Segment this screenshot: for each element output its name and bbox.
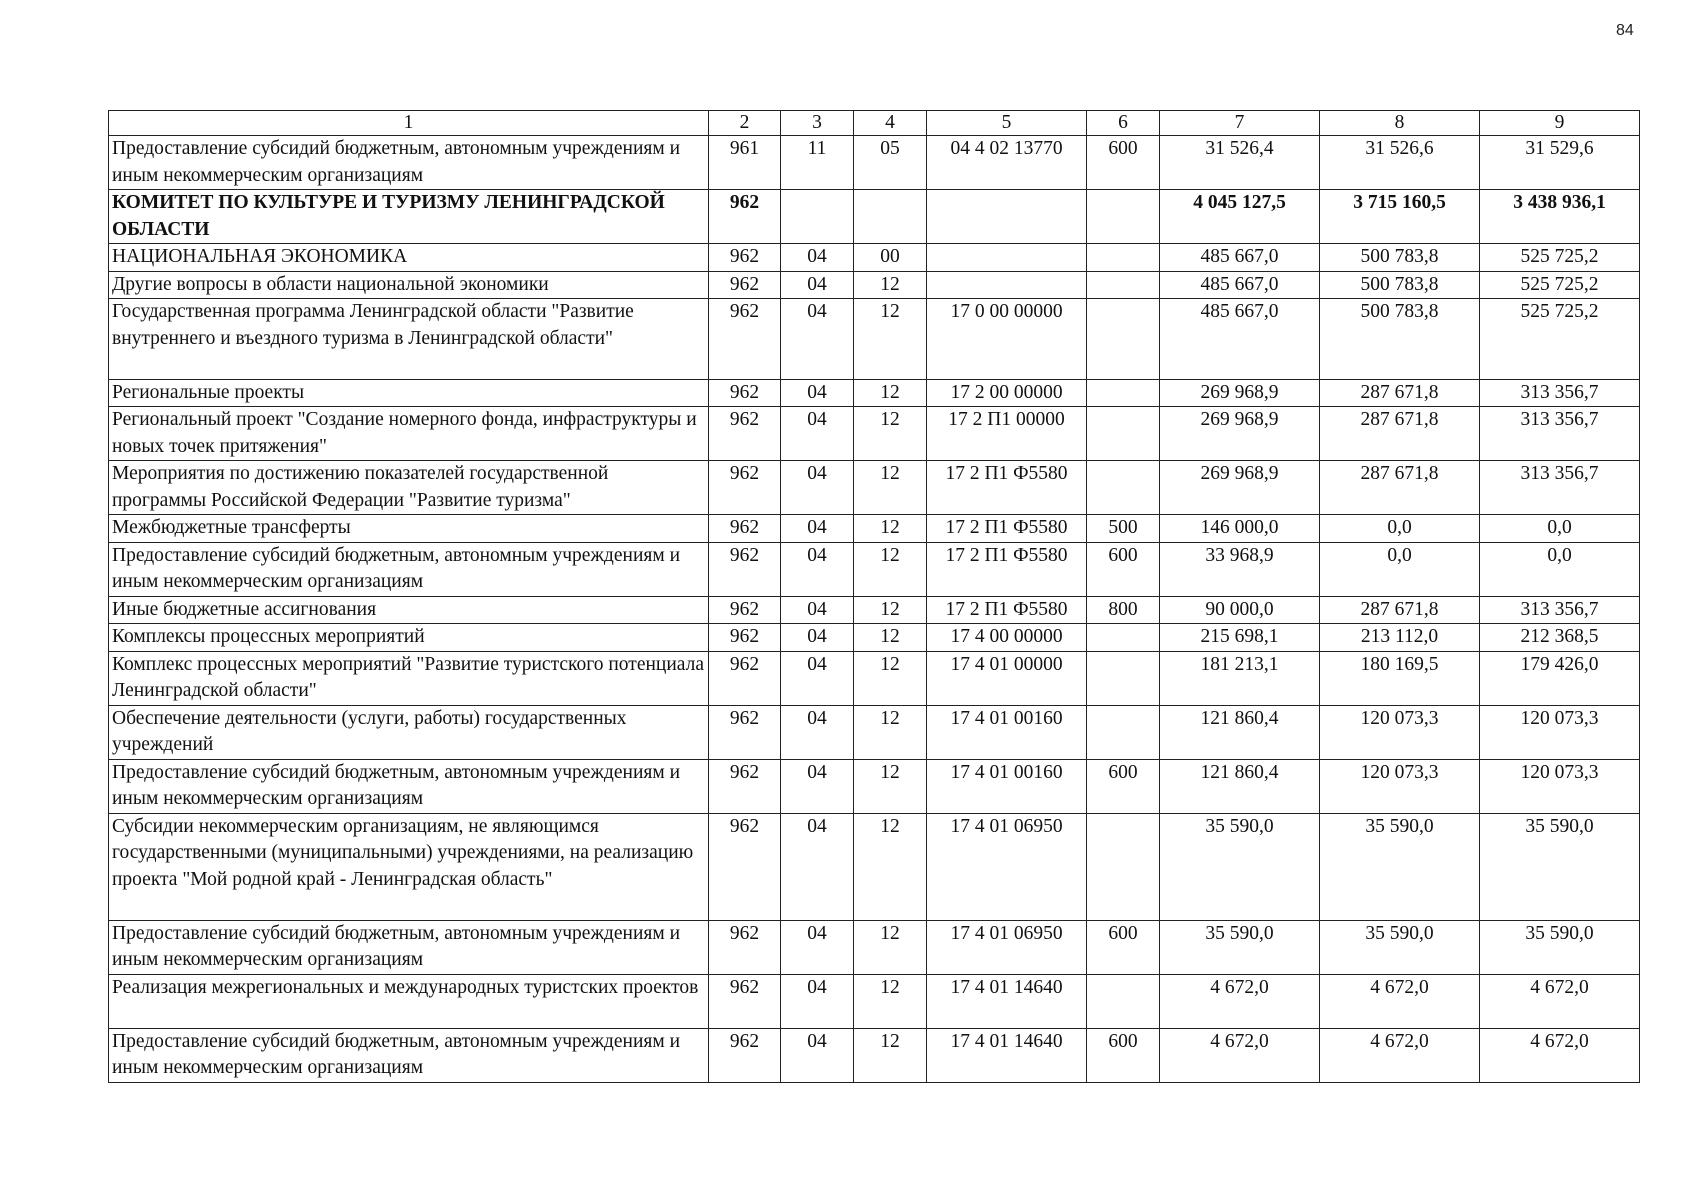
row-cell-c5: 17 2 П1 Ф5580	[927, 461, 1087, 515]
row-cell-c8: 35 590,0	[1320, 813, 1480, 920]
row-cell-c6: 600	[1087, 759, 1160, 813]
row-cell-c9: 3 438 936,1	[1480, 190, 1640, 244]
row-cell-c5: 17 2 П1 00000	[927, 407, 1087, 461]
row-name-cell: Комплексы процессных мероприятий	[109, 624, 709, 652]
table-row	[109, 271, 1640, 299]
row-cell-c8: 3 715 160,5	[1320, 190, 1480, 244]
row-cell-c7: 269 968,9	[1160, 461, 1320, 515]
row-cell-c8: 500 783,8	[1320, 244, 1480, 272]
row-cell-c2: 962	[709, 1028, 781, 1082]
row-cell-c3: 04	[781, 920, 854, 974]
row-name-cell: Предоставление субсидий бюджетным, автономным учреждениям и иным некоммерческим организациям	[109, 920, 709, 974]
row-name-cell: Иные бюджетные ассигнования	[109, 596, 709, 624]
row-cell-c6: 600	[1087, 542, 1160, 596]
row-cell-c3: 04	[781, 244, 854, 272]
row-cell-c4: 12	[854, 813, 927, 920]
row-cell-c8: 287 671,8	[1320, 596, 1480, 624]
row-cell-c2: 962	[709, 813, 781, 920]
row-cell-c8: 213 112,0	[1320, 624, 1480, 652]
row-cell-c2: 961	[709, 136, 781, 190]
row-cell-c3: 04	[781, 542, 854, 596]
column-header: 7	[1160, 111, 1320, 136]
table-row	[109, 190, 1640, 244]
column-header: 5	[927, 111, 1087, 136]
row-cell-c9: 120 073,3	[1480, 759, 1640, 813]
row-name-cell: Субсидии некоммерческим организациям, не являющимся государственными (муниципальными) учреждениями, на реализацию проекта "Мой родной край - Ленинградская область"	[109, 813, 709, 920]
table-row	[109, 624, 1640, 652]
row-cell-c4: 12	[854, 651, 927, 705]
row-cell-c2: 962	[709, 244, 781, 272]
row-cell-c4: 12	[854, 542, 927, 596]
row-cell-c5: 17 2 00 00000	[927, 379, 1087, 407]
table-row	[109, 515, 1640, 543]
column-header: 9	[1480, 111, 1640, 136]
row-cell-c3: 04	[781, 624, 854, 652]
row-cell-c5: 17 4 01 06950	[927, 813, 1087, 920]
row-cell-c5: 17 2 П1 Ф5580	[927, 515, 1087, 543]
row-cell-c9: 212 368,5	[1480, 624, 1640, 652]
table-row	[109, 542, 1640, 596]
row-cell-c6: 600	[1087, 136, 1160, 190]
row-cell-c6	[1087, 461, 1160, 515]
row-cell-c9: 120 073,3	[1480, 705, 1640, 759]
row-cell-c3: 04	[781, 705, 854, 759]
row-name-cell: Предоставление субсидий бюджетным, автономным учреждениям и иным некоммерческим организациям	[109, 136, 709, 190]
row-cell-c8: 500 783,8	[1320, 299, 1480, 380]
row-name-cell: Мероприятия по достижению показателей государственной программы Российской Федерации "Развитие туризма"	[109, 461, 709, 515]
column-header: 4	[854, 111, 927, 136]
row-cell-c4: 12	[854, 596, 927, 624]
row-cell-c7: 33 968,9	[1160, 542, 1320, 596]
table-row	[109, 136, 1640, 190]
row-name-cell: Государственная программа Ленинградской области "Развитие внутреннего и въездного туризма в Ленинградской области"	[109, 299, 709, 380]
row-name-cell: Предоставление субсидий бюджетным, автономным учреждениям и иным некоммерческим организациям	[109, 759, 709, 813]
row-cell-c4: 12	[854, 705, 927, 759]
row-name-cell: Комплекс процессных мероприятий "Развитие туристского потенциала Ленинградской области"	[109, 651, 709, 705]
budget-table	[108, 110, 1640, 1083]
row-cell-c5: 17 4 00 00000	[927, 624, 1087, 652]
row-cell-c5: 17 4 01 14640	[927, 1028, 1087, 1082]
row-cell-c5: 17 4 01 00160	[927, 705, 1087, 759]
row-cell-c4: 12	[854, 461, 927, 515]
row-cell-c2: 962	[709, 624, 781, 652]
row-cell-c4: 12	[854, 271, 927, 299]
row-cell-c3: 04	[781, 813, 854, 920]
table-header-row	[109, 111, 1640, 136]
row-cell-c5: 04 4 02 13770	[927, 136, 1087, 190]
row-cell-c3: 04	[781, 407, 854, 461]
row-cell-c3: 04	[781, 596, 854, 624]
row-cell-c5	[927, 190, 1087, 244]
row-cell-c2: 962	[709, 271, 781, 299]
row-cell-c8: 31 526,6	[1320, 136, 1480, 190]
row-cell-c2: 962	[709, 190, 781, 244]
row-cell-c6	[1087, 705, 1160, 759]
column-header: 8	[1320, 111, 1480, 136]
row-cell-c8: 120 073,3	[1320, 759, 1480, 813]
row-cell-c4: 05	[854, 136, 927, 190]
row-cell-c7: 485 667,0	[1160, 271, 1320, 299]
table-body	[109, 136, 1640, 1083]
column-header: 3	[781, 111, 854, 136]
row-cell-c6: 500	[1087, 515, 1160, 543]
row-cell-c3: 04	[781, 271, 854, 299]
row-cell-c6: 600	[1087, 920, 1160, 974]
row-cell-c8: 4 672,0	[1320, 1028, 1480, 1082]
row-name-cell: Обеспечение деятельности (услуги, работы) государственных учреждений	[109, 705, 709, 759]
row-cell-c5: 17 4 01 06950	[927, 920, 1087, 974]
row-cell-c2: 962	[709, 461, 781, 515]
row-cell-c7: 4 045 127,5	[1160, 190, 1320, 244]
row-cell-c2: 962	[709, 974, 781, 1028]
row-cell-c4: 12	[854, 1028, 927, 1082]
row-cell-c7: 4 672,0	[1160, 1028, 1320, 1082]
row-cell-c7: 35 590,0	[1160, 920, 1320, 974]
row-cell-c5: 17 4 01 00000	[927, 651, 1087, 705]
row-cell-c9: 313 356,7	[1480, 461, 1640, 515]
row-name-cell: Региональные проекты	[109, 379, 709, 407]
row-cell-c7: 90 000,0	[1160, 596, 1320, 624]
row-cell-c8: 120 073,3	[1320, 705, 1480, 759]
row-name-cell: Предоставление субсидий бюджетным, автономным учреждениям и иным некоммерческим организациям	[109, 542, 709, 596]
row-cell-c7: 485 667,0	[1160, 299, 1320, 380]
row-cell-c9: 525 725,2	[1480, 299, 1640, 380]
row-cell-c2: 962	[709, 596, 781, 624]
row-cell-c7: 146 000,0	[1160, 515, 1320, 543]
row-cell-c7: 4 672,0	[1160, 974, 1320, 1028]
row-cell-c5: 17 4 01 14640	[927, 974, 1087, 1028]
row-cell-c9: 525 725,2	[1480, 271, 1640, 299]
row-name-cell: Региональный проект "Создание номерного фонда, инфраструктуры и новых точек притяжения"	[109, 407, 709, 461]
row-cell-c4: 12	[854, 379, 927, 407]
row-cell-c4: 12	[854, 974, 927, 1028]
row-cell-c8: 180 169,5	[1320, 651, 1480, 705]
row-cell-c6	[1087, 651, 1160, 705]
row-cell-c9: 4 672,0	[1480, 974, 1640, 1028]
row-cell-c6	[1087, 379, 1160, 407]
row-cell-c4: 12	[854, 759, 927, 813]
row-cell-c6	[1087, 624, 1160, 652]
row-cell-c2: 962	[709, 542, 781, 596]
row-cell-c7: 181 213,1	[1160, 651, 1320, 705]
row-cell-c8: 0,0	[1320, 515, 1480, 543]
row-cell-c8: 35 590,0	[1320, 920, 1480, 974]
row-cell-c7: 121 860,4	[1160, 759, 1320, 813]
row-cell-c7: 269 968,9	[1160, 407, 1320, 461]
row-cell-c4: 00	[854, 244, 927, 272]
row-cell-c5	[927, 244, 1087, 272]
row-name-cell: Другие вопросы в области национальной экономики	[109, 271, 709, 299]
row-cell-c5: 17 2 П1 Ф5580	[927, 542, 1087, 596]
table-row	[109, 920, 1640, 974]
row-cell-c6	[1087, 190, 1160, 244]
row-cell-c4: 12	[854, 515, 927, 543]
row-cell-c4: 12	[854, 624, 927, 652]
row-cell-c2: 962	[709, 515, 781, 543]
row-cell-c8: 500 783,8	[1320, 271, 1480, 299]
row-cell-c2: 962	[709, 299, 781, 380]
row-cell-c2: 962	[709, 407, 781, 461]
table-row	[109, 596, 1640, 624]
row-cell-c3: 04	[781, 1028, 854, 1082]
row-cell-c9: 313 356,7	[1480, 596, 1640, 624]
row-name-cell: КОМИТЕТ ПО КУЛЬТУРЕ И ТУРИЗМУ ЛЕНИНГРАДСКОЙ ОБЛАСТИ	[109, 190, 709, 244]
row-cell-c8: 0,0	[1320, 542, 1480, 596]
row-cell-c6	[1087, 299, 1160, 380]
row-cell-c9: 179 426,0	[1480, 651, 1640, 705]
row-cell-c7: 121 860,4	[1160, 705, 1320, 759]
row-name-cell: НАЦИОНАЛЬНАЯ ЭКОНОМИКА	[109, 244, 709, 272]
table-row	[109, 813, 1640, 920]
row-cell-c6	[1087, 407, 1160, 461]
row-cell-c9: 4 672,0	[1480, 1028, 1640, 1082]
row-cell-c8: 4 672,0	[1320, 974, 1480, 1028]
row-cell-c8: 287 671,8	[1320, 461, 1480, 515]
row-cell-c5: 17 4 01 00160	[927, 759, 1087, 813]
column-header: 2	[709, 111, 781, 136]
row-cell-c2: 962	[709, 379, 781, 407]
table-row	[109, 379, 1640, 407]
row-cell-c3: 04	[781, 299, 854, 380]
row-cell-c5: 17 0 00 00000	[927, 299, 1087, 380]
row-cell-c4: 12	[854, 920, 927, 974]
row-name-cell: Предоставление субсидий бюджетным, автономным учреждениям и иным некоммерческим организациям	[109, 1028, 709, 1082]
row-cell-c2: 962	[709, 759, 781, 813]
table-row	[109, 974, 1640, 1028]
page-number: 84	[1616, 22, 1634, 39]
row-cell-c3: 11	[781, 136, 854, 190]
row-cell-c9: 0,0	[1480, 542, 1640, 596]
row-cell-c8: 287 671,8	[1320, 407, 1480, 461]
row-cell-c9: 313 356,7	[1480, 407, 1640, 461]
table-row	[109, 299, 1640, 380]
row-cell-c3: 04	[781, 515, 854, 543]
row-cell-c7: 215 698,1	[1160, 624, 1320, 652]
row-cell-c5	[927, 271, 1087, 299]
row-cell-c4: 12	[854, 407, 927, 461]
row-cell-c2: 962	[709, 920, 781, 974]
row-cell-c7: 269 968,9	[1160, 379, 1320, 407]
row-cell-c4: 12	[854, 299, 927, 380]
row-cell-c5: 17 2 П1 Ф5580	[927, 596, 1087, 624]
row-name-cell: Межбюджетные трансферты	[109, 515, 709, 543]
table-row	[109, 1028, 1640, 1082]
row-cell-c3: 04	[781, 651, 854, 705]
row-cell-c6	[1087, 271, 1160, 299]
column-header: 1	[109, 111, 709, 136]
row-name-cell: Реализация межрегиональных и международных туристских проектов	[109, 974, 709, 1028]
row-cell-c3	[781, 190, 854, 244]
row-cell-c9: 31 529,6	[1480, 136, 1640, 190]
row-cell-c6	[1087, 813, 1160, 920]
row-cell-c9: 0,0	[1480, 515, 1640, 543]
table-row	[109, 461, 1640, 515]
row-cell-c7: 485 667,0	[1160, 244, 1320, 272]
table-row	[109, 705, 1640, 759]
row-cell-c3: 04	[781, 379, 854, 407]
row-cell-c4	[854, 190, 927, 244]
table-row	[109, 244, 1640, 272]
row-cell-c7: 31 526,4	[1160, 136, 1320, 190]
table-row	[109, 407, 1640, 461]
row-cell-c6	[1087, 244, 1160, 272]
table-row	[109, 651, 1640, 705]
row-cell-c2: 962	[709, 651, 781, 705]
row-cell-c6	[1087, 974, 1160, 1028]
row-cell-c9: 525 725,2	[1480, 244, 1640, 272]
row-cell-c3: 04	[781, 759, 854, 813]
row-cell-c3: 04	[781, 974, 854, 1028]
column-header: 6	[1087, 111, 1160, 136]
row-cell-c7: 35 590,0	[1160, 813, 1320, 920]
row-cell-c9: 313 356,7	[1480, 379, 1640, 407]
row-cell-c8: 287 671,8	[1320, 379, 1480, 407]
row-cell-c2: 962	[709, 705, 781, 759]
row-cell-c9: 35 590,0	[1480, 813, 1640, 920]
row-cell-c3: 04	[781, 461, 854, 515]
row-cell-c6: 600	[1087, 1028, 1160, 1082]
row-cell-c9: 35 590,0	[1480, 920, 1640, 974]
table-row	[109, 759, 1640, 813]
row-cell-c6: 800	[1087, 596, 1160, 624]
